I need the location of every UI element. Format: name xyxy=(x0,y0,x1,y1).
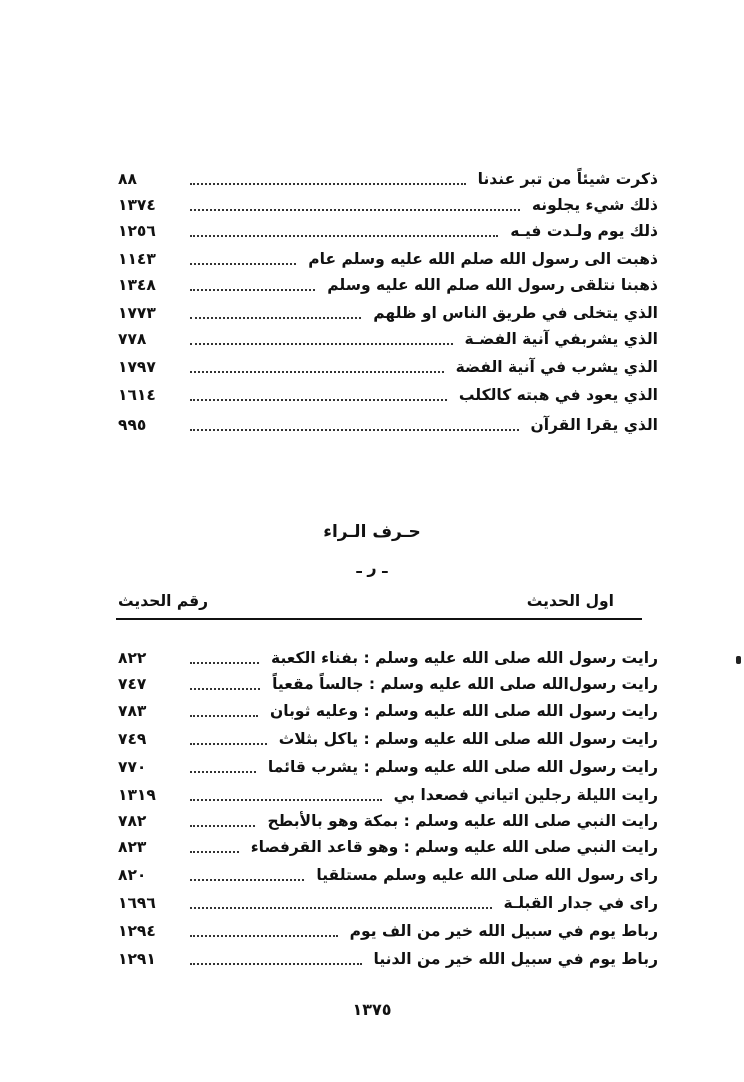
index-entry xyxy=(118,246,658,272)
entry-title: الذي يقرا القرآن xyxy=(530,416,658,434)
leader-dots xyxy=(190,824,255,827)
entry-number: ٧٤٧ xyxy=(118,675,147,693)
index-entry xyxy=(118,834,658,860)
entry-number: ٩٩٥ xyxy=(118,416,147,434)
header-rule xyxy=(116,618,642,620)
column-header-hadith-number: رقم الحديث xyxy=(118,592,209,610)
index-entry xyxy=(118,890,658,916)
entry-title: راى رسول الله صلى الله عليه وسلم مستلقيا xyxy=(316,866,658,884)
entry-title: الذي يتخلى في طريق الناس او ظلهم xyxy=(373,304,658,322)
index-entry xyxy=(118,698,658,724)
leader-dots xyxy=(190,770,256,773)
entry-number: ١٢٥٦ xyxy=(118,222,156,240)
entry-title: رايت رسول الله صلى الله عليه وسلم : وعليه ثوبان xyxy=(270,702,658,720)
entry-title: رايت رسول الله صلى الله عليه وسلم : ياكل بثلاث xyxy=(278,730,658,748)
section-letter: ـ ر ـ xyxy=(356,558,388,577)
entry-title: رباط يوم في سبيل الله خير من الف يوم xyxy=(349,922,658,940)
entry-title: راى في جدار القبلـة xyxy=(503,894,658,912)
leader-dots xyxy=(190,661,259,664)
index-entry xyxy=(118,192,658,218)
index-entry xyxy=(118,272,658,298)
entry-number: ٨٢٠ xyxy=(118,866,147,884)
leader-dots xyxy=(190,934,338,937)
leader-dots xyxy=(190,262,296,265)
leader-dots xyxy=(190,234,498,237)
index-entry xyxy=(118,918,658,944)
entry-number: ٨٢٣ xyxy=(118,838,147,856)
entry-title: رباط يوم في سبيل الله خير من الدنيا xyxy=(373,950,658,968)
index-entry xyxy=(118,782,658,808)
leader-dots xyxy=(190,428,519,431)
column-header-first-words: اول الحديث xyxy=(526,592,614,610)
entry-title: ذلك يوم ولـدت فيـه xyxy=(510,222,658,240)
index-entry xyxy=(118,645,658,671)
entry-number: ١٢٩٤ xyxy=(118,922,156,940)
index-entry xyxy=(118,808,658,834)
leader-dots xyxy=(190,316,361,319)
entry-title: ذهبنا نتلقى رسول الله صلم الله عليه وسلم xyxy=(327,276,658,294)
entry-title: رايت الليلة رجلين اتياني فصعدا بي xyxy=(393,786,658,804)
index-entry xyxy=(118,166,658,192)
entry-number: ١٣٧٤ xyxy=(118,196,156,214)
entry-title: رايت رسول‌الله صلى الله عليه وسلم : جالساً مقعياً xyxy=(272,675,658,693)
entry-number: ١٢٩١ xyxy=(118,950,156,968)
leader-dots xyxy=(190,906,492,909)
entry-title: رايت النبي صلى الله عليه وسلم : بمكة وهو بالأبطح xyxy=(267,812,658,830)
leader-dots xyxy=(190,370,444,373)
entry-number: ١١٤٣ xyxy=(118,250,156,268)
index-entry xyxy=(118,326,658,352)
entry-title: ذكرت شيئاً من تبر عندنا xyxy=(477,170,658,188)
entry-title: رايت رسول الله صلى الله عليه وسلم : بفناء الكعبة xyxy=(271,649,658,667)
index-entry xyxy=(118,946,658,972)
leader-dots xyxy=(190,962,362,965)
entry-number: ٨٢٢ xyxy=(118,649,147,667)
margin-mark xyxy=(736,656,741,664)
leader-dots xyxy=(190,798,382,801)
entry-title: رايت رسول الله صلى الله عليه وسلم : يشرب قائما xyxy=(267,758,658,776)
page-number: ١٣٧٥ xyxy=(352,1000,392,1019)
leader-dots xyxy=(190,850,239,853)
entry-number: ١٣٤٨ xyxy=(118,276,156,294)
index-entry xyxy=(118,754,658,780)
index-entry xyxy=(118,671,658,697)
leader-dots xyxy=(190,288,315,291)
leader-dots xyxy=(190,208,520,211)
index-entry xyxy=(118,382,658,408)
entry-title: الذي يشرب في آنية الفضة xyxy=(455,358,658,376)
entry-title: ذلك شيء يجلونه xyxy=(531,196,658,214)
entry-title: الذي يعود في هبته كالكلب xyxy=(458,386,658,404)
leader-dots xyxy=(190,714,258,717)
section-heading: حـرف الـراء xyxy=(323,522,421,542)
entry-number: ١٧٩٧ xyxy=(118,358,156,376)
index-entry xyxy=(118,726,658,752)
leader-dots xyxy=(190,742,267,745)
index-entry xyxy=(118,412,658,438)
leader-dots xyxy=(190,182,466,185)
index-entry xyxy=(118,862,658,888)
entry-number: ١٧٧٣ xyxy=(118,304,156,322)
entry-number: ٧٧٠ xyxy=(118,758,147,776)
leader-dots xyxy=(190,398,447,401)
entry-number: ٧٧٨ xyxy=(118,330,147,348)
entry-number: ٧٤٩ xyxy=(118,730,147,748)
index-entry xyxy=(118,218,658,244)
entry-title: رايت النبي صلى الله عليه وسلم : وهو قاعد القرفصاء xyxy=(250,838,658,856)
entry-number: ١٦٩٦ xyxy=(118,894,156,912)
entry-number: ٨٨ xyxy=(118,170,137,188)
index-entry xyxy=(118,300,658,326)
entry-number: ٧٨٣ xyxy=(118,702,147,720)
entry-number: ٧٨٢ xyxy=(118,812,147,830)
leader-dots xyxy=(190,878,304,881)
leader-dots xyxy=(190,342,453,345)
entry-number: ١٦١٤ xyxy=(118,386,156,404)
entry-title: الذي يشربفي آنية الفضـة xyxy=(464,330,658,348)
entry-number: ١٣١٩ xyxy=(118,786,156,804)
leader-dots xyxy=(190,687,260,690)
entry-title: ذهبت الى رسول الله صلم الله عليه وسلم عام xyxy=(308,250,658,268)
index-entry xyxy=(118,354,658,380)
